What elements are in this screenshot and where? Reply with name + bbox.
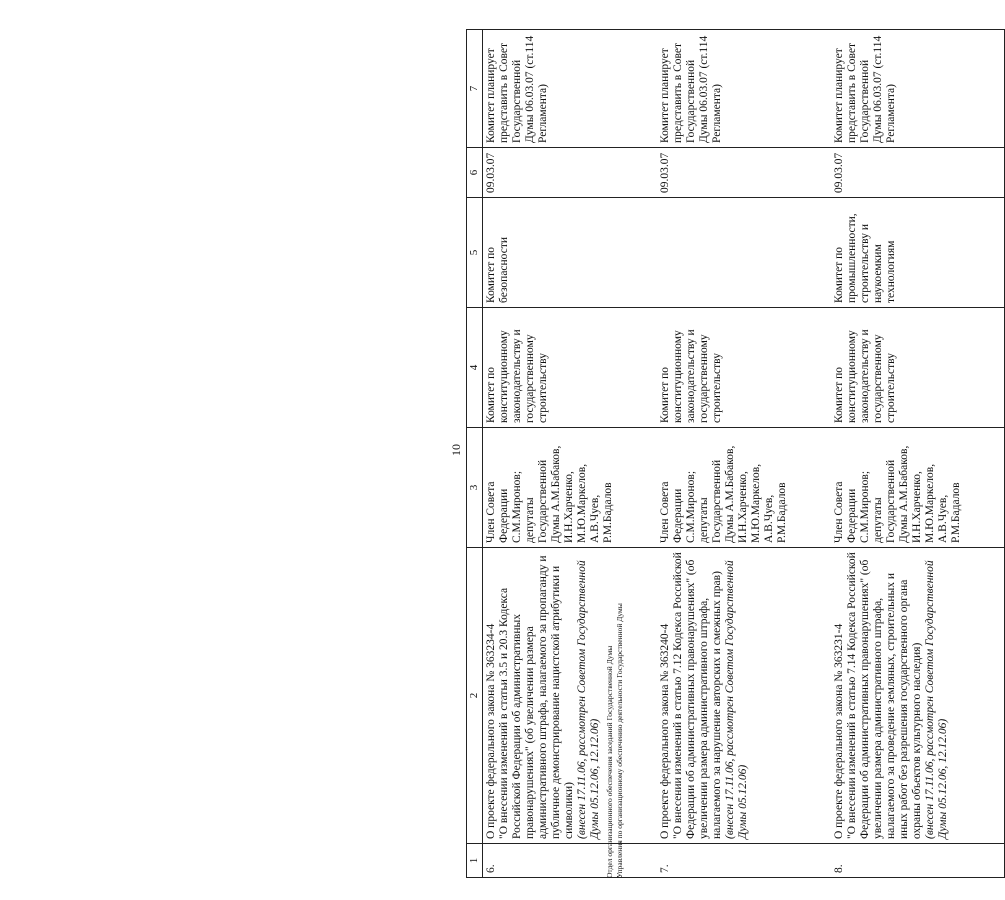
co-committee: Комитет по промышленности, строительству и наукоемким технологиям [831,198,1005,308]
bill-note: (внесен 17.11.06, рассмотрен Советом Государственной Думы 05.12.06, 12.12.06) [923,560,949,839]
row-number: 7. [657,844,831,878]
bill-description [831,548,1005,844]
row-number: 8. [831,844,1005,878]
col-header-4: 4 [467,308,483,428]
responsible-committee: Комитет по конституционному законодательству и государственному строительству [831,308,1005,428]
bill-note: (внесен 17.11.06, рассмотрен Советом Государственной Думы 05.12.06, 12.12.06) [576,560,601,839]
bill-title: О проекте федерального закона № 363231-4 [832,623,845,839]
plan-note: Комитет планирует представить в Совет Государственной Думы 06.03.07 (ст.114 Регламента) [483,30,657,148]
bill-description [657,548,831,844]
date: 09.03.07 [483,148,657,198]
footer-line-2: Управления по организационному обеспечению деятельности Государственной Думы [615,603,624,878]
col-header-2: 2 [467,548,483,844]
date: 09.03.07 [831,148,1005,198]
page-number: 10 [449,444,463,456]
bills-table [466,29,1005,878]
bill-title: О проекте федерального закона № 363240-4 [658,623,671,839]
table-row [483,30,657,878]
initiator: Член Совета Федерации С.М.Миронов; депутаты Государственной Думы А.М.Бабаков, И.Н.Харченко, М.Ю.Маркелов, А.В.Чуев, Р.М.Бадалов [657,428,831,548]
plan-note: Комитет планирует представить в Совет Государственной Думы 06.03.07 (ст.114 Регламента) [831,30,1005,148]
bill-title: О проекте федерального закона № 363234-4 [485,623,497,839]
col-header-5: 5 [467,198,483,308]
responsible-committee: Комитет по конституционному законодательству и государственному строительству [657,308,831,428]
row-number: 6. [483,844,657,878]
bill-body: "О внесении изменений в статьи 3.5 и 20.3 Кодекса Российской Федерации об административных правонарушениях" (об увеличении размера административного штрафа, налагаемого за пропаганду и публичное демонстрирование нацистской атрибутики и символики) [498,555,575,839]
co-committee: Комитет по безопасности [483,198,657,308]
bill-body: "О внесении изменений в статью 7.14 Кодекса Российской Федерации об административных правонарушениях" (об увеличении размера административного штрафа, налагаемого за проведение земляных, строительных и иных работ без разрешения государственного органа охраны объектов культурного наследия) [845,552,923,839]
initiator: Член Совета Федерации С.М.Миронов; депутаты Государственной Думы А.М.Бабаков, И.Н.Харченко, М.Ю.Маркелов, А.В.Чуев, Р.М.Бадалов [831,428,1005,548]
col-header-7: 7 [467,30,483,148]
col-header-3: 3 [467,428,483,548]
initiator: Член Совета Федерации С.М.Миронов; депутаты Государственной Думы А.М.Бабаков, И.Н.Харченко, М.Ю.Маркелов, А.В.Чуев, Р.М.Бадалов [483,428,657,548]
co-committee [657,198,831,308]
plan-note: Комитет планирует представить в Совет Государственной Думы 06.03.07 (ст.114 Регламента) [657,30,831,148]
footer-line-1: Отдел организационного обеспечения заседаний Государственной Думы [605,645,614,878]
col-header-6: 6 [467,148,483,198]
bill-body: "О внесении изменений в статью 7.12 Кодекса Российской Федерации об административных правонарушениях" (об увеличении размера административного штрафа, налагаемого за нарушение авторских и смежных прав) [671,552,723,839]
table-row [831,30,1005,878]
responsible-committee: Комитет по конституционному законодательству и государственному строительству [483,308,657,428]
bill-note: (внесен 17.11.06, рассмотрен Советом Государственной Думы 05.12.06) [723,560,749,839]
table-row [657,30,831,878]
header-row [467,30,483,878]
col-header-1: 1 [467,844,483,878]
bill-description [483,548,657,844]
date: 09.03.07 [657,148,831,198]
